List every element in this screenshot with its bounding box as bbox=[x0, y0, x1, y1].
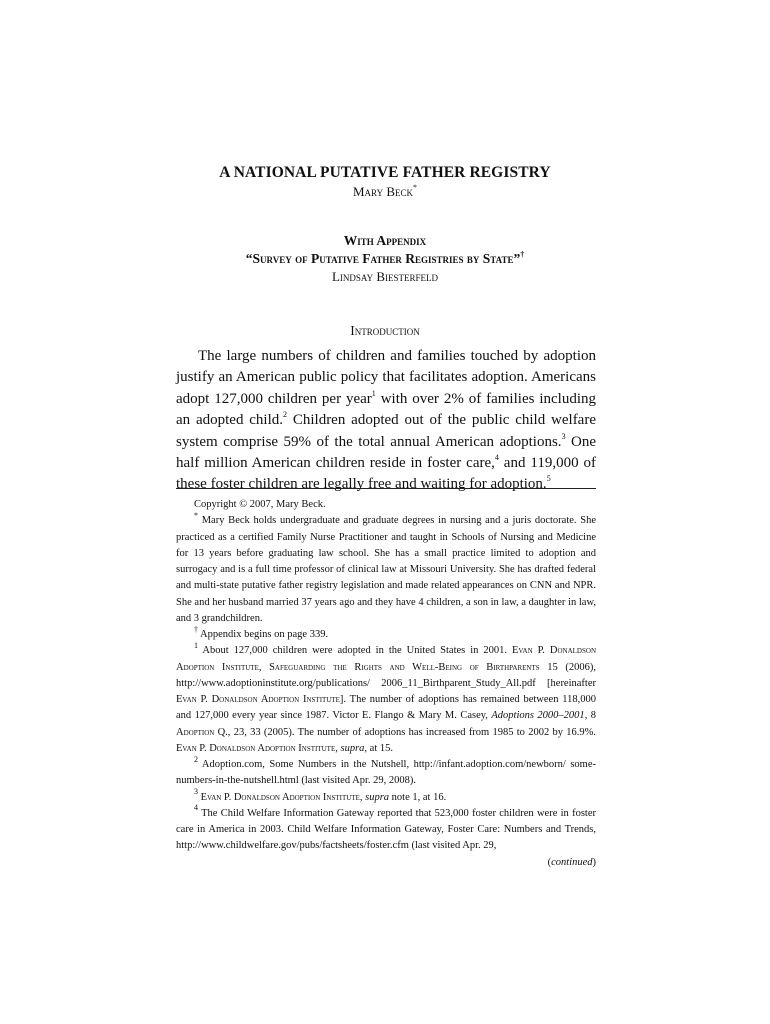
footnote-1-mark: 1 bbox=[194, 640, 198, 650]
footnote-ref-2[interactable]: 2 bbox=[283, 410, 288, 420]
introduction-paragraph: The large numbers of children and families touched by adoption justify an American public policy that facilitates adoption. Americans adopt 127,000 children per year$^1$ with over 2% of families including an adopted child.$^2$ Children adopted out of the public child welfare system comprise 59% of the total annual American adoptions.$^3$ One half million American children reside in foster care,$^4$ and 119,000 of these foster children are legally free and waiting for adoption.$^5$ bbox=[176, 348, 596, 493]
author-footnote-mark[interactable]: * bbox=[413, 182, 417, 192]
footnote-4 bbox=[176, 803, 596, 855]
footnote-1-link[interactable]: 15 (2006), http://www.adoptioninstitute.org/publications/ 2006_11_Birthparent_Study_All.pdf [hereinafter bbox=[176, 661, 596, 689]
footnote-star: * Mary Beck holds undergraduate and graduate degrees in nursing and a juris doctorate. She practiced as a certified Family Nurse Practitioner and taught in Schools of Nursing and Medicine for 13 years before graduating law school. She has a small practice limited to adoption and surrogacy and is a full time professor of clinical law at Missouri University. She has drafted federal and multi-state putative father registry legislation and made related appearances on CNN and NPR. She and her husband married 37 years ago and they have 4 children, a son in law, a daughter in law, and 3 grandchildren. bbox=[176, 510, 596, 624]
footnote-ref-1[interactable]: 1 bbox=[371, 388, 376, 398]
footnote-dagger-mark: † bbox=[194, 624, 198, 634]
continued-marker: (continued) bbox=[547, 856, 596, 868]
section-heading-introduction: Introduction bbox=[350, 323, 420, 338]
footnote-1: $^1$ About 127,000 children were adopted in the United States in 2001. Evan P. Donaldson Adoption Institute, Safeguarding the Rights and Well-Being of Birthparents 15 (2006), http://www.adoptioninstitute.org/publications/ 2006_11_Birthparent_Study_All.pdf [hereinafter Evan P. Donaldson Adoption Institute]. The number of adoptions has remained between 118,000 and 127,000 every year since 1987. Victor E. Flango & Mary M. Casey, Adoptions 2000–2001, 8 Adoption Q., 23, 33 (2005). The number of adoptions has increased from 1985 to 2002 by 16.9%. Evan P. Donaldson Adoption Institute, supra, at 15. bbox=[176, 640, 597, 754]
footnote-dagger: † Appendix begins on page 339. bbox=[194, 624, 329, 640]
footnote-ref-3[interactable]: 3 bbox=[561, 431, 566, 441]
article-title: A NATIONAL PUTATIVE FATHER REGISTRY bbox=[219, 164, 551, 181]
article-author bbox=[0, 184, 770, 200]
footnote-3-mark: 3 bbox=[194, 787, 198, 796]
appendix-title: “Survey of Putative Father Registries by State”† bbox=[245, 249, 525, 266]
footnote-ref-5[interactable]: 5 bbox=[546, 474, 551, 484]
footnote-2-mark: 2 bbox=[194, 754, 198, 764]
author-name: Mary Beck bbox=[353, 184, 413, 199]
footnote-4-link[interactable]: The Child Welfare Information Gateway reported that 523,000 foster children were in foster care in America in 2003. Child Welfare Information Gateway, Foster Care: Numbers and Trends, http://www.childwelfare.gov/pubs/factsheets/foster.cfm (last visited Apr. 29, bbox=[176, 807, 596, 852]
footnote-3: $^3$ Evan P. Donaldson Adoption Institute, supra note 1, at 16. bbox=[194, 787, 447, 803]
appendix-footnote-mark[interactable]: † bbox=[520, 249, 525, 259]
footnote-star-mark: * bbox=[194, 510, 198, 520]
footnotes-section bbox=[176, 497, 596, 871]
footnote-ref-4[interactable]: 4 bbox=[494, 453, 499, 463]
footnote-divider bbox=[176, 488, 596, 489]
appendix-heading: With Appendix bbox=[343, 233, 427, 248]
footnote-copyright: Copyright © 2007, Mary Beck. bbox=[194, 499, 326, 510]
appendix-author: Lindsay Biesterfeld bbox=[331, 269, 439, 284]
footnote-2 bbox=[176, 754, 596, 790]
footnote-4-mark: 4 bbox=[194, 803, 198, 813]
footnote-2-link[interactable]: Adoption.com, Some Numbers in the Nutshell, http://infant.adoption.com/newborn/ some-numbers-in-the-nutshell.html (last visited Apr. 29, 2008). bbox=[176, 759, 596, 787]
